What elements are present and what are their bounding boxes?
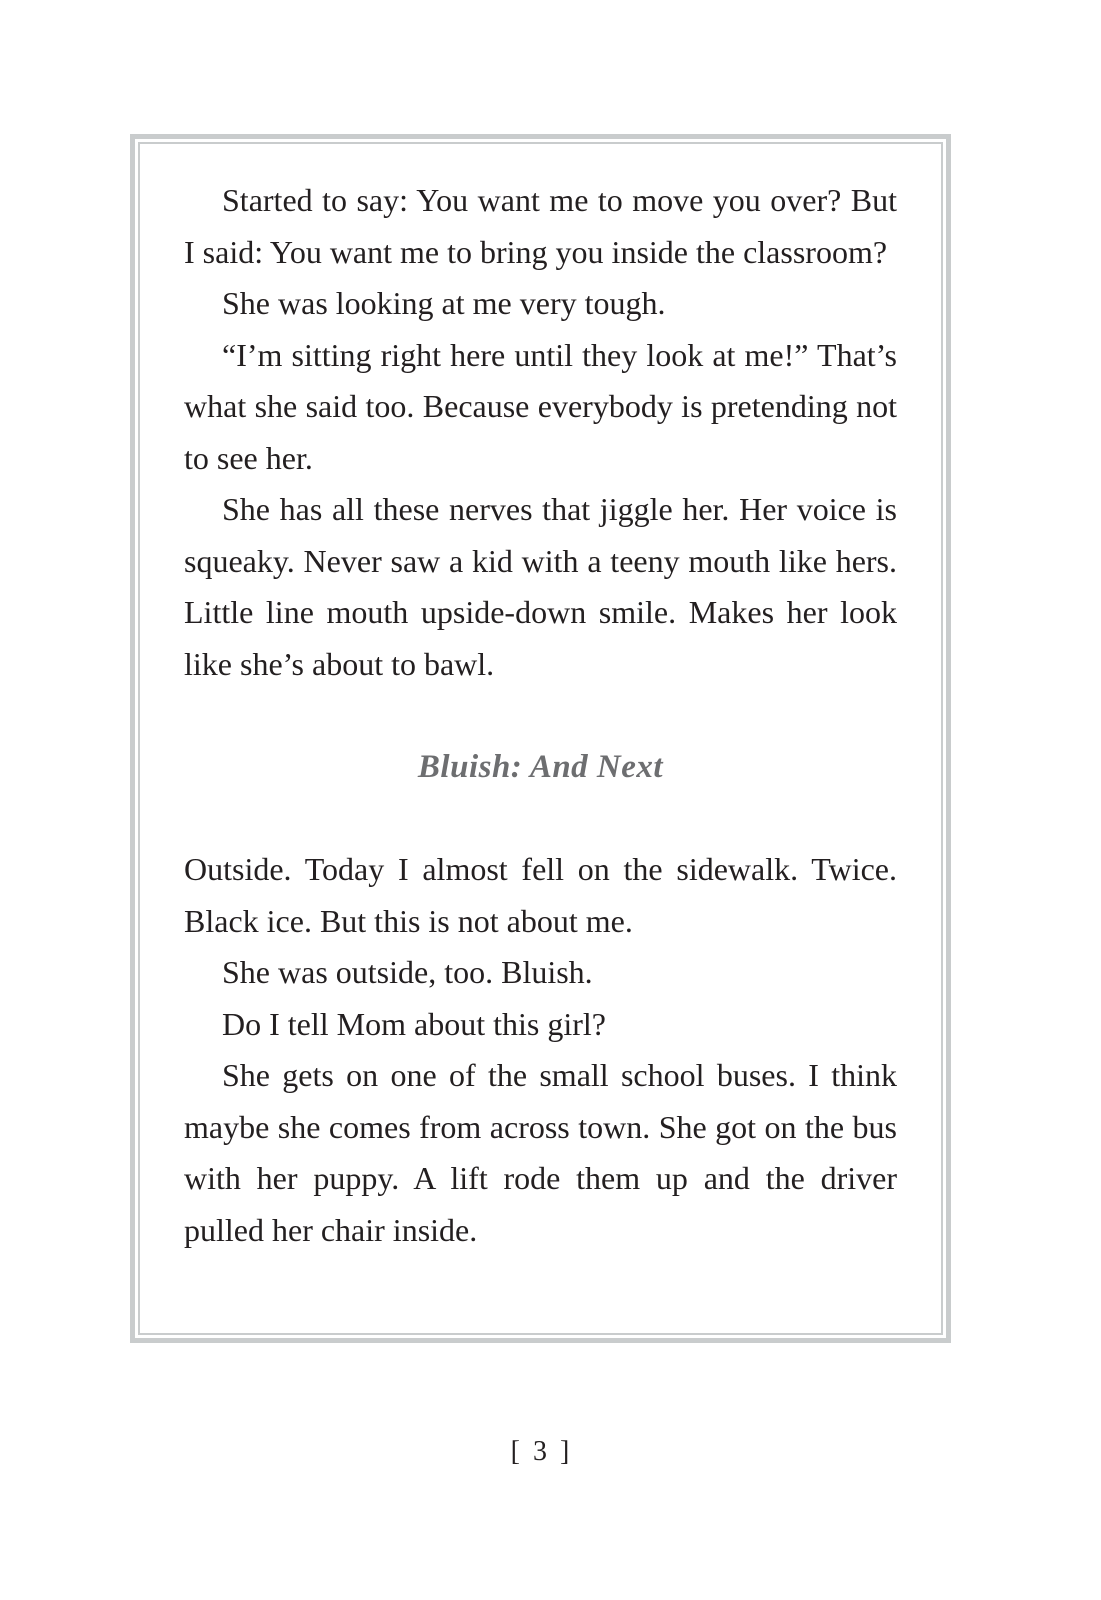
paragraph: “I’m sitting right here until they look at me!” That’s what she said too. Because everybody is pretending not to see her. — [184, 336, 897, 476]
paragraph: She gets on one of the small school buses. I think maybe she comes from across town. She got on the bus with her puppy. A lift rode them up and the driver pulled her chair inside. — [184, 1057, 897, 1248]
section-heading: Bluish: And Next — [417, 749, 664, 785]
paragraph: Started to say: You want me to move you over? But I said: You want me to bring you inside the classroom? — [184, 182, 897, 270]
paragraph: Do I tell Mom about this girl? — [222, 1005, 606, 1042]
page-body — [184, 175, 897, 1256]
paragraph: She has all these nerves that jiggle her. Her voice is squeaky. Never saw a kid with a teeny mouth like hers. Little line mouth upside-down smile. Makes her look like she’s about to bawl. — [184, 491, 897, 682]
paragraph: She was looking at me very tough. — [222, 285, 666, 321]
paragraph: She was outside, too. Bluish. — [222, 954, 593, 990]
paragraph: Outside. Today I almost fell on the sidewalk. Twice. Black ice. But this is not about me. — [184, 851, 897, 939]
page-number: [ 3 ] — [510, 1436, 570, 1467]
